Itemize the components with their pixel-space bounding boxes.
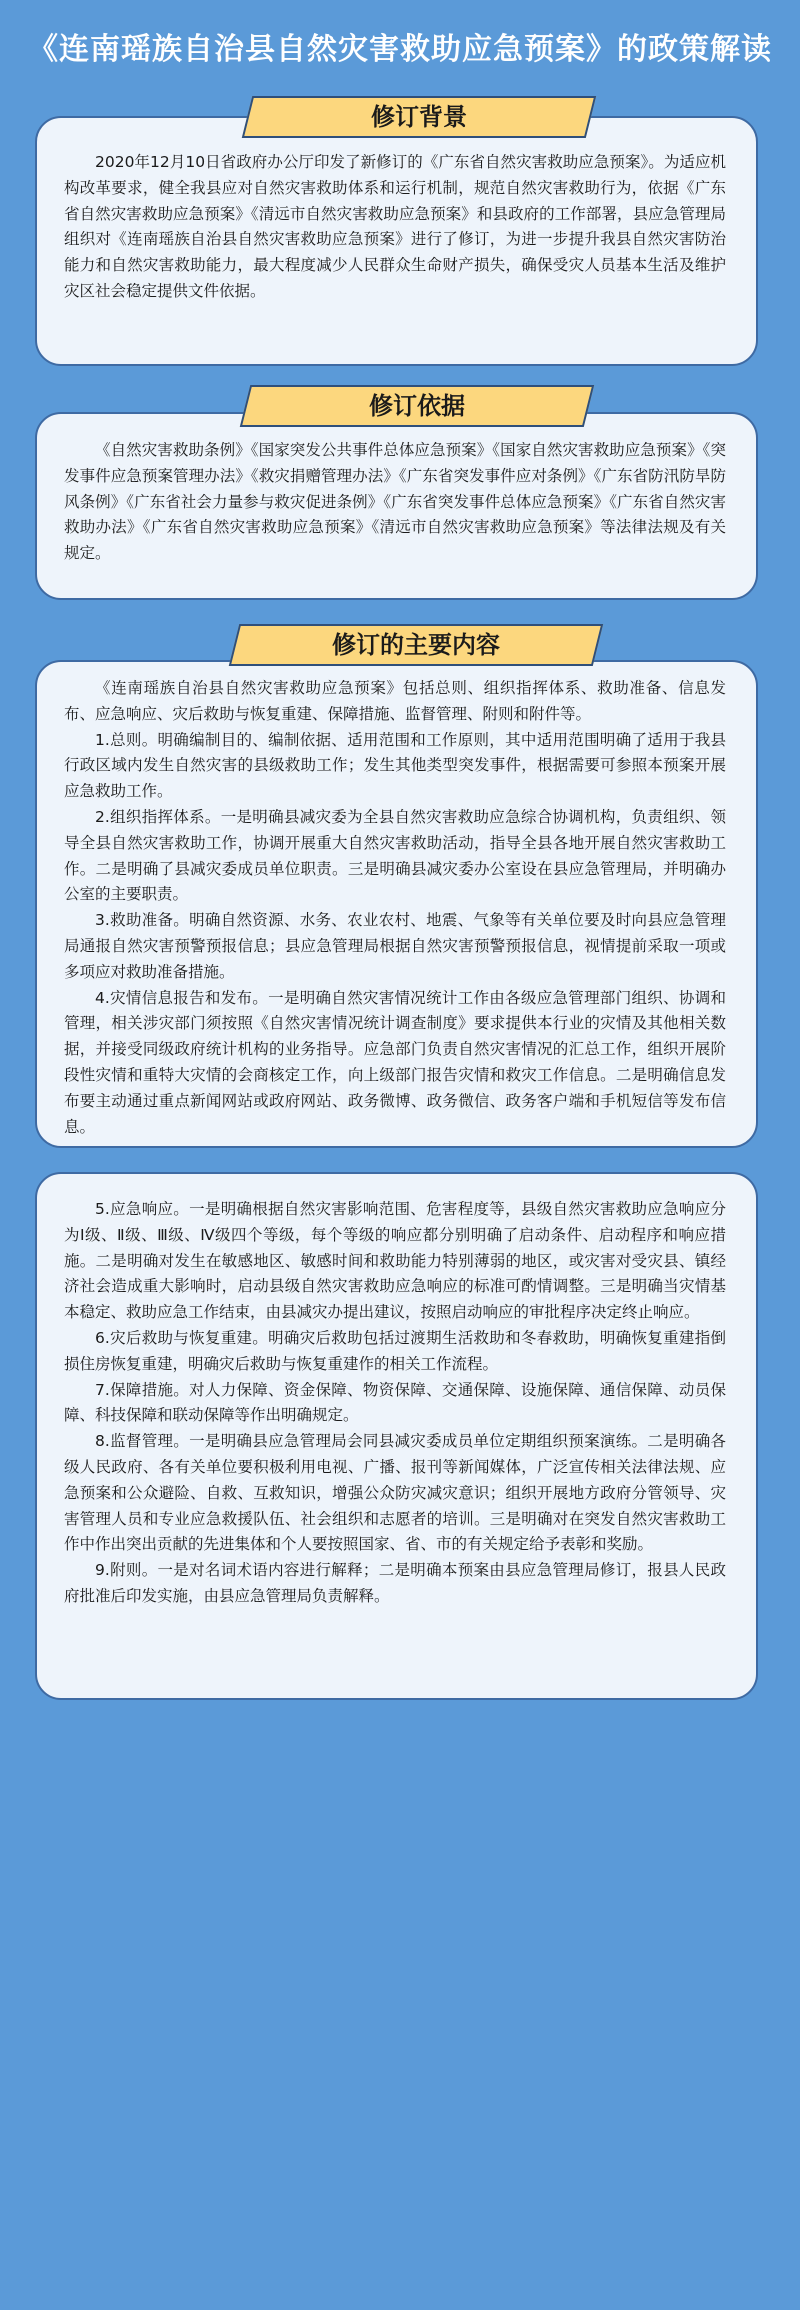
paragraph: 8.监督管理。一是明确县应急管理局会同县减灾委成员单位定期组织预案演练。二是明确各级人民政府、各有关单位要积极利用电视、广播、报刊等新闻媒体，广泛宣传相关法律法规、应急预案和公众避险、自救、互救知识，增强公众防灾减灾意识；组织开展地方政府分管领导、灾害管理人员和专业应急救援队伍、社会组织和志愿者的培训。三是明确对在突发自然灾害救助工作中作出突出贡献的先进集体和个人要按照国家、省、市的有关规定给予表彰和奖励。	[64, 1432, 726, 1554]
paragraph: 1.总则。明确编制目的、编制依据、适用范围和工作原则，其中适用范围明确了适用于我县行政区域内发生自然灾害的县级救助工作；发生其他类型突发事件，根据需要可参照本预案开展应急救助工作。	[64, 730, 726, 801]
page-title: 《连南瑶族自治县自然灾害救助应急预案》的政策解读	[28, 32, 772, 67]
section-card-basis	[35, 412, 758, 600]
paragraph: 《连南瑶族自治县自然灾害救助应急预案》包括总则、组织指挥体系、救助准备、信息发布、应急响应、灾后救助与恢复重建、保障措施、监督管理、附则和附件等。	[64, 679, 726, 723]
section-heading-content	[229, 624, 603, 666]
paragraph: 2020年12月10日省政府办公厅印发了新修订的《广东省自然灾害救助应急预案》。为适应机构改革要求，健全我县应对自然灾害救助体系和运行机制，规范自然灾害救助行为，依据《广东省自然灾害救助应急预案》《清远市自然灾害救助应急预案》和县政府的工作部署，县应急管理局组织对《连南瑶族自治县自然灾害救助应急预案》进行了修订，为进一步提升我县自然灾害防治能力和自然灾害救助能力，最大程度减少人民群众生命财产损失，确保受灾人员基本生活及维护灾区社会稳定提供文件依据。	[64, 153, 726, 300]
section-heading-basis	[240, 385, 594, 427]
paragraph: 2.组织指挥体系。一是明确县减灾委为全县自然灾害救助应急综合协调机构，负责组织、领导全县自然灾害救助工作，协调开展重大自然灾害救助活动，指导全县各地开展自然灾害救助工作。二是明确了县减灾委成员单位职责。三是明确县减灾委办公室设在县应急管理局，并明确办公室的主要职责。	[64, 807, 726, 904]
section-card-content-part1	[35, 660, 758, 1148]
paragraph: 7.保障措施。对人力保障、资金保障、物资保障、交通保障、设施保障、通信保障、动员保障、科技保障和联动保障等作出明确规定。	[64, 1380, 726, 1425]
section-heading-background	[242, 96, 596, 138]
section-heading-basis-label: 修订依据	[369, 392, 465, 420]
section-card-background	[35, 116, 758, 366]
paragraph: 9.附则。一是对名词术语内容进行解释；二是明确本预案由县应急管理局修订，报县人民政府批准后印发实施，由县应急管理局负责解释。	[64, 1561, 726, 1605]
paragraph: 5.应急响应。一是明确根据自然灾害影响范围、危害程度等，县级自然灾害救助应急响应分为Ⅰ级、Ⅱ级、Ⅲ级、Ⅳ级四个等级，每个等级的响应都分别明确了启动条件、启动程序和响应措施。二是明确对发生在敏感地区、敏感时间和救助能力特别薄弱的地区，或灾害对受灾县、镇经济社会造成重大影响时，启动县级自然灾害救助应急响应的标准可酌情调整。三是明确当灾情基本稳定、救助应急工作结束，由县减灾办提出建议，按照启动响应的审批程序决定终止响应。	[64, 1200, 726, 1322]
section-heading-background-label: 修订背景	[371, 103, 467, 131]
paragraph: 3.救助准备。明确自然资源、水务、农业农村、地震、气象等有关单位要及时向县应急管理局通报自然灾害预警预报信息；县应急管理局根据自然灾害预警预报信息，视情提前采取一项或多项应对救助准备措施。	[64, 911, 726, 981]
paragraph: 《自然灾害救助条例》《国家突发公共事件总体应急预案》《国家自然灾害救助应急预案》《突发事件应急预案管理办法》《救灾捐赠管理办法》《广东省突发事件应对条例》《广东省防汛防旱防风条例》《广东省社会力量参与救灾促进条例》《广东省突发事件总体应急预案》《广东省自然灾害救助办法》《广东省自然灾害救助应急预案》《清远市自然灾害救助应急预案》等法律法规及有关规定。	[64, 441, 726, 563]
paragraph: 6.灾后救助与恢复重建。明确灾后救助包括过渡期生活救助和冬春救助，明确恢复重建指倒损住房恢复重建，明确灾后救助与恢复重建作的相关工作流程。	[64, 1328, 726, 1373]
section-card-content-part2	[35, 1172, 758, 1700]
section-heading-content-label: 修订的主要内容	[332, 631, 500, 659]
paragraph: 4.灾情信息报告和发布。一是明确自然灾害情况统计工作由各级应急管理部门组织、协调和管理，相关涉灾部门须按照《自然灾害情况统计调查制度》要求提供本行业的灾情及其他相关数据，并接受同级政府统计机构的业务指导。应急部门负责自然灾害情况的汇总工作，组织开展阶段性灾情和重特大灾情的会商核定工作，向上级部门报告灾情和救灾工作信息。二是明确信息发布要主动通过重点新闻网站或政府网站、政务微博、政务微信、政务客户端和手机短信等发布信息。	[64, 988, 726, 1136]
